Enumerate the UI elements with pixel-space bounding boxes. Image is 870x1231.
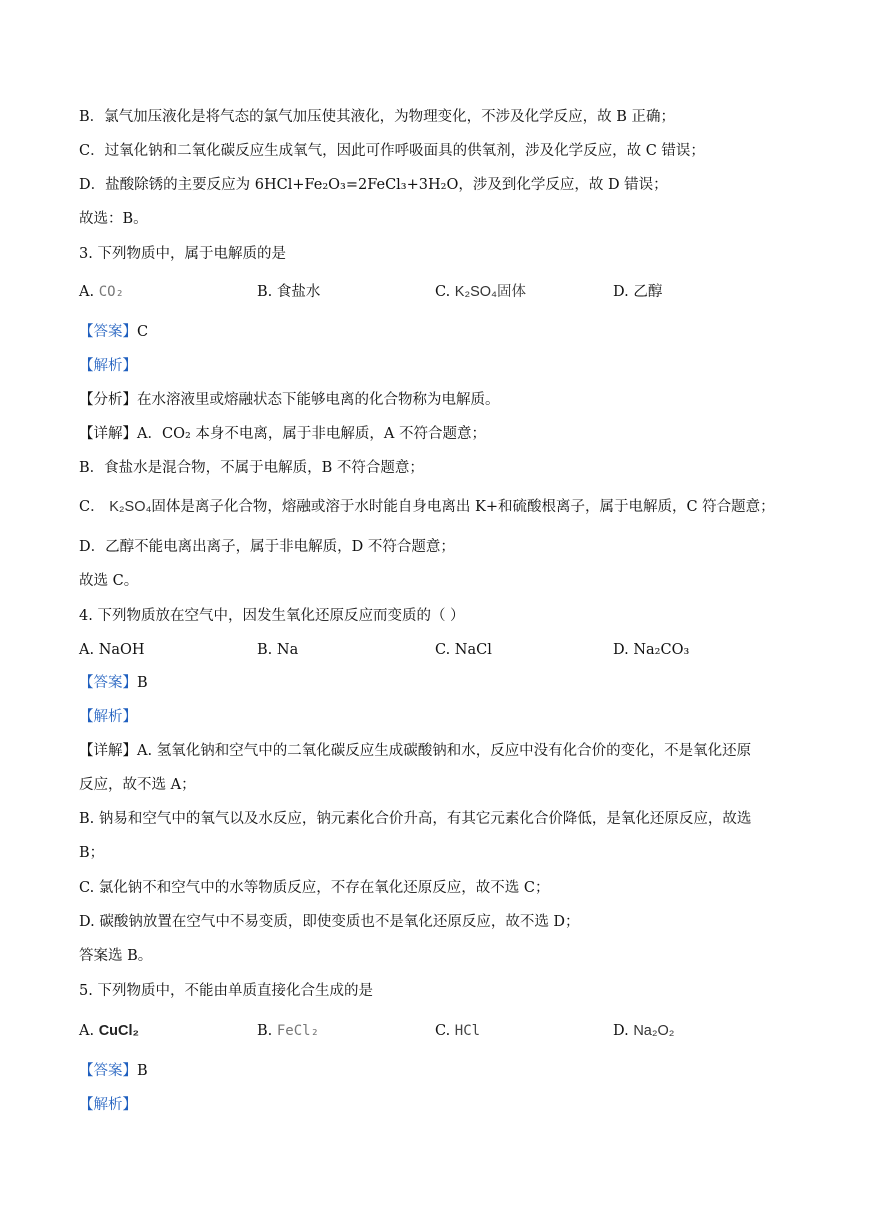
option-a: A. CuCl₂ [79,1023,139,1039]
text-line: 故选 C。 [79,573,139,589]
question-4-options [79,639,839,661]
option-b: B. FeCl₂ [257,1023,320,1039]
text-line: B； [79,845,105,861]
answer-line: 【答案】C [79,324,149,340]
text-line: D. 碳酸钠放置在空气中不易变质，即使变质也不是氧化还原反应，故不选 D； [79,914,580,930]
text-line: 答案选 B。 [79,948,153,964]
text-line: D．乙醇不能电离出离子，属于非电解质，D 不符合题意； [79,539,455,555]
question-3: 3. 下列物质中，属于电解质的是 [79,246,286,262]
text-line: B．氯气加压液化是将气态的氯气加压使其液化，为物理变化，不涉及化学反应，故 B 正确； [79,109,676,125]
question-5-options [79,1020,839,1042]
detail-line: 【详解】A．CO₂ 本身不电离，属于非电解质，A 不符合题意； [79,426,486,442]
analysis-tag: 【解析】 [79,709,137,725]
option-a: A. CO₂ [79,284,124,300]
analysis-tag: 【解析】 [79,358,137,374]
option-b: B. Na [257,642,299,658]
option-c: C. NaCl [435,642,492,658]
text-line: B．食盐水是混合物，不属于电解质，B 不符合题意； [79,460,424,476]
detail-line: 【详解】A. 氢氧化钠和空气中的二氧化碳反应生成碳酸钠和水，反应中没有化合价的变化，不是氧化还原 [79,743,752,759]
option-d: D. Na₂CO₃ [613,642,690,658]
text-line: C. 氯化钠不和空气中的水等物质反应，不存在氧化还原反应，故不选 C； [79,880,550,896]
analysis-tag: 【解析】 [79,1097,137,1113]
option-a: A. NaOH [79,642,145,658]
text-line: 反应，故不选 A； [79,777,196,793]
text-line: 故选：B。 [79,211,148,227]
answer-line: 【答案】B [79,675,148,691]
answer-line: 【答案】B [79,1063,148,1079]
option-d: D. 乙醇 [613,284,663,300]
option-d: D. Na₂O₂ [613,1023,675,1039]
option-c: C. K₂SO₄固体 [435,284,526,300]
analysis-line: 【分析】在水溶液里或熔融状态下能够电离的化合物称为电解质。 [79,392,500,408]
text-line: C．过氧化钠和二氧化碳反应生成氧气，因此可作呼吸面具的供氧剂，涉及化学反应，故 C 错误； [79,143,705,159]
question-3-options [79,281,839,303]
question-5: 5. 下列物质中，不能由单质直接化合生成的是 [79,983,373,999]
option-c: C. HCl [435,1023,481,1039]
question-4: 4. 下列物质放在空气中，因发生氧化还原反应而变质的（ ） [79,608,465,624]
text-line: D．盐酸除锈的主要反应为 6HCl+Fe₂O₃=2FeCl₃+3H₂O，涉及到化学反应，故 D 错误； [79,177,668,193]
option-b: B. 食盐水 [257,284,321,300]
text-line: B. 钠易和空气中的氧气以及水反应，钠元素化合价升高，有其它元素化合价降低，是氧化还原反应，故选 [79,811,752,827]
text-line: C． K₂SO₄固体是离子化合物，熔融或溶于水时能自身电离出 K+和硫酸根离子，属于电解质，C 符合题意； [79,499,775,515]
